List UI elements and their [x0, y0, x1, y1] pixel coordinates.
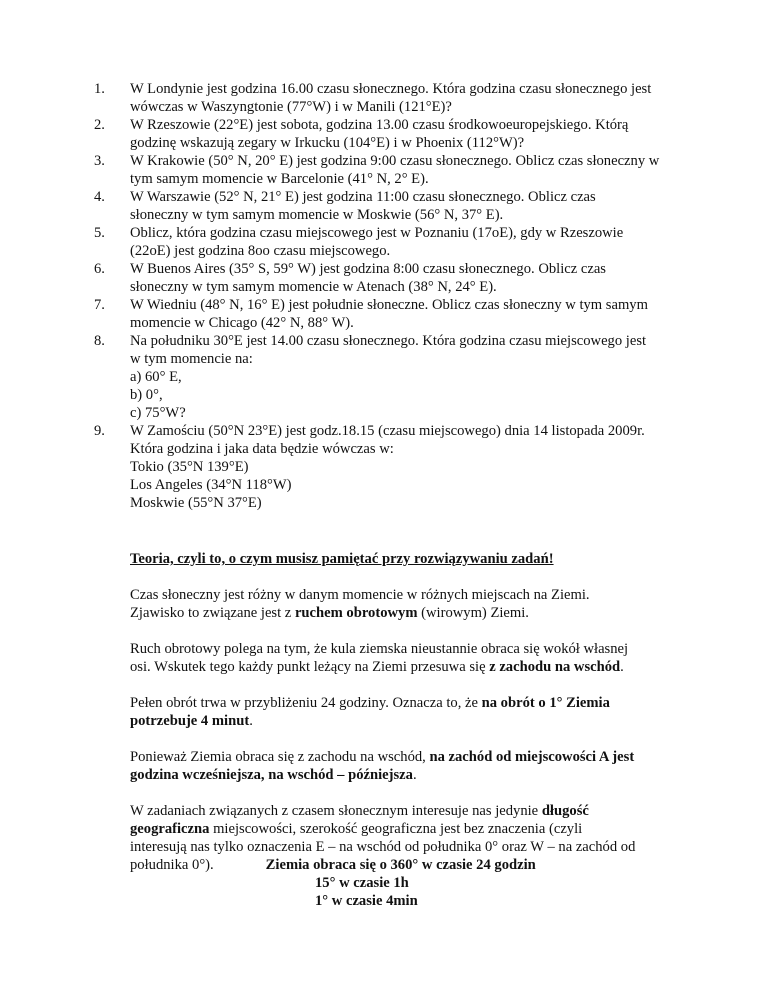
paragraph-line: [130, 712, 690, 730]
paragraph-line: interesują nas tylko oznaczenia E – na wschód od południka 0° oraz W – na zachód od: [130, 839, 636, 855]
bold-run: ruchem obrotowym: [294, 605, 418, 621]
task-item-9: [85, 422, 695, 512]
bold-run: potrzebuje 4 minut: [130, 713, 250, 729]
theory-section: [130, 550, 690, 928]
task-number: 8.: [94, 333, 105, 349]
task-list: [85, 80, 695, 512]
theory-paragraph-2: [130, 640, 690, 676]
task-subitem-a: a) 60° E,: [130, 369, 182, 385]
bold-run: Ziemia obraca się o 360° w czasie 24 godzin: [265, 857, 536, 873]
paragraph-line: [130, 748, 690, 766]
text-run: Ponieważ Ziemia obraca się z zachodu na wschód,: [130, 749, 430, 765]
task-number: 6.: [94, 261, 105, 277]
text-run: Pełen obrót trwa w przybliżeniu 24 godziny. Oznacza to, że: [130, 695, 482, 711]
task-text-line: słoneczny w tym samym momencie w Atenach (38° N, 24° E).: [130, 279, 497, 295]
task-text-line: tym samym momencie w Barcelonie (41° N, 2° E).: [130, 171, 429, 187]
task-item-7: [85, 296, 695, 332]
task-item-2: [85, 116, 695, 152]
task-city-line: Moskwie (55°N 37°E): [130, 495, 262, 511]
paragraph-line: Czas słoneczny jest różny w danym momencie w różnych miejscach na Ziemi.: [130, 587, 590, 603]
task-number: 7.: [94, 297, 105, 313]
theory-paragraph-3: [130, 694, 690, 730]
task-text-line: W Buenos Aires (35° S, 59° W) jest godzina 8:00 czasu słonecznego. Oblicz czas: [130, 261, 606, 277]
task-text-line: (22oE) jest godzina 8oo czasu miejscowego.: [130, 243, 391, 259]
task-number: 4.: [94, 189, 105, 205]
bold-run: godzina wcześniejsza, na wschód – późniejsza: [130, 767, 413, 783]
bold-run: z zachodu na wschód: [489, 659, 621, 675]
task-text-line: Na południku 30°E jest 14.00 czasu słonecznego. Która godzina czasu miejscowego jest: [130, 333, 647, 349]
task-text-line: W Zamościu (50°N 23°E) jest godz.18.15 (czasu miejscowego) dnia 14 listopada 2009r.: [130, 423, 645, 439]
task-subitem-b: b) 0°,: [130, 387, 163, 403]
text-run: osi. Wskutek tego każdy punkt leżący na Ziemi przesuwa się: [130, 659, 490, 675]
task-text-line: wówczas w Waszyngtonie (77°W) i w Manili (121°E)?: [130, 99, 452, 115]
task-item-8: [85, 332, 695, 422]
paragraph-line: [130, 658, 690, 676]
task-item-5: [85, 224, 695, 260]
task-item-1: [85, 80, 695, 116]
paragraph-line: [130, 694, 690, 712]
text-run: .: [412, 767, 417, 783]
theory-title: Teoria, czyli to, o czym musisz pamiętać przy rozwiązywaniu zadań!: [130, 551, 554, 567]
task-text-line: W Wiedniu (48° N, 16° E) jest południe słoneczne. Oblicz czas słoneczny w tym samym: [130, 297, 648, 313]
task-text-line: momencie w Chicago (42° N, 88° W).: [130, 315, 354, 331]
theory-paragraph-4: [130, 748, 690, 784]
task-item-3: [85, 152, 695, 188]
bold-run: na zachód od miejscowości A jest: [429, 749, 635, 765]
text-run: (wirowym) Ziemi.: [417, 605, 529, 621]
task-number: 3.: [94, 153, 105, 169]
bold-run: geograficzna: [130, 821, 210, 837]
task-number: 5.: [94, 225, 105, 241]
task-text-line: godzinę wskazują zegary w Irkucku (104°E) i w Phoenix (112°W)?: [130, 135, 525, 151]
task-number: 1.: [94, 81, 105, 97]
text-run: południka 0°).: [130, 857, 214, 873]
text-run: W zadaniach związanych z czasem słonecznym interesuje nas jedynie: [130, 803, 542, 819]
text-run: Zjawisko to związane jest z: [130, 605, 295, 621]
paragraph-line: [130, 856, 690, 874]
task-text-line: Oblicz, która godzina czasu miejscowego jest w Poznaniu (17oE), gdy w Rzeszowie: [130, 225, 624, 241]
paragraph-line: [130, 766, 690, 784]
task-city-line: Tokio (35°N 139°E): [130, 459, 249, 475]
task-city-line: Los Angeles (34°N 118°W): [130, 477, 292, 493]
bold-run: długość: [541, 803, 589, 819]
text-run: .: [249, 713, 253, 729]
bold-run: na obrót o 1° Ziemia: [481, 695, 610, 711]
paragraph-line: Ruch obrotowy polega na tym, że kula ziemska nieustannie obraca się wokół własnej: [130, 641, 629, 657]
task-text-line: Która godzina i jaka data będzie wówczas w:: [130, 441, 394, 457]
paragraph-line: [130, 820, 690, 838]
rotation-rule-4min: 1° w czasie 4min: [315, 893, 418, 909]
task-subitem-c: c) 75°W?: [130, 405, 186, 421]
task-text-line: W Londynie jest godzina 16.00 czasu słonecznego. Która godzina czasu słonecznego jest: [130, 81, 652, 97]
text-run: miejscowości, szerokość geograficzna jest bez znaczenia (czyli: [209, 821, 583, 837]
task-item-4: [85, 188, 695, 224]
task-text-line: w tym momencie na:: [130, 351, 253, 367]
theory-paragraph-5: [130, 802, 690, 910]
theory-paragraph-1: [130, 586, 690, 622]
task-text-line: W Krakowie (50° N, 20° E) jest godzina 9:00 czasu słonecznego. Oblicz czas słoneczny w: [130, 153, 660, 169]
text-run: .: [620, 659, 624, 675]
paragraph-line: [130, 802, 690, 820]
task-text-line: W Rzeszowie (22°E) jest sobota, godzina 13.00 czasu środkowoeuropejskiego. Którą: [130, 117, 629, 133]
task-item-6: [85, 260, 695, 296]
task-number: 2.: [94, 117, 105, 133]
task-text-line: słoneczny w tym samym momencie w Moskwie (56° N, 37° E).: [130, 207, 504, 223]
paragraph-line: [130, 604, 690, 622]
task-text-line: W Warszawie (52° N, 21° E) jest godzina 11:00 czasu słonecznego. Oblicz czas: [130, 189, 596, 205]
rotation-rule-1h: 15° w czasie 1h: [315, 875, 409, 891]
task-number: 9.: [94, 423, 105, 439]
